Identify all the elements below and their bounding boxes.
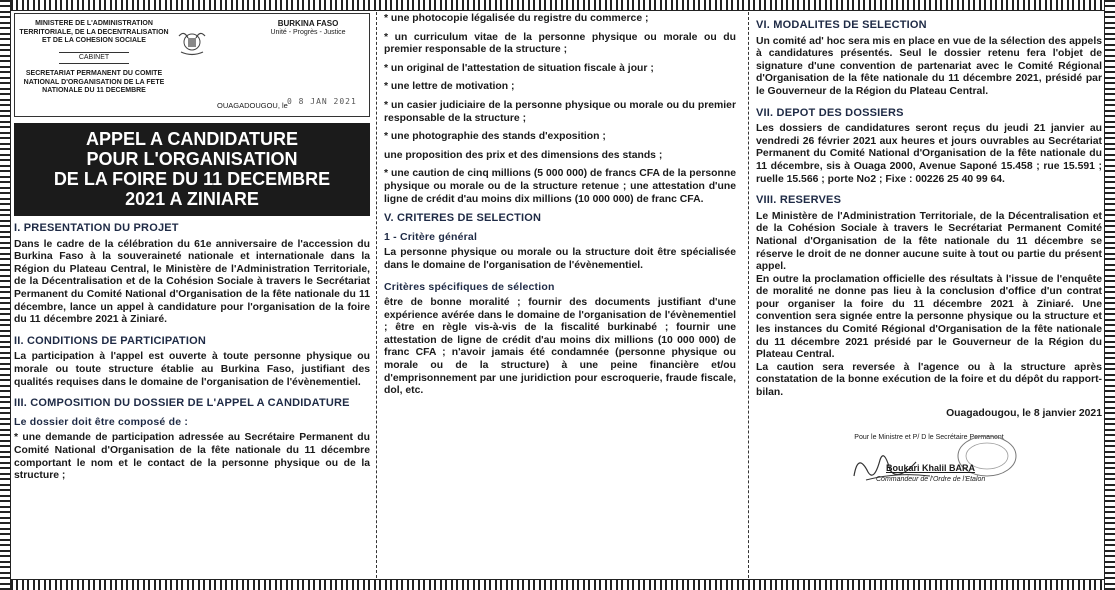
- country-name: BURKINA FASO: [277, 19, 339, 28]
- section-heading: VII. DEPOT DES DOSSIERS: [756, 106, 904, 119]
- signatory-name: Boukari Khalil BARA: [886, 463, 976, 474]
- section-heading: II. CONDITIONS DE PARTICIPATION: [14, 334, 206, 347]
- section-text: Le Ministère de l'Administration Territoriale, de la Décentralisation et de la Cohésion Sociale à travers le Secrétariat Permanent Comité National d'Organisation de la fête nationale du 11 décembre se réserve le droit de ne donner aucune suite à tout ou partie du présent appel.: [756, 210, 1102, 273]
- ministry-block: [19, 20, 169, 96]
- signature-block: [756, 432, 1102, 492]
- ministry-line: ET DE LA COHESION SOCIALE: [42, 37, 146, 44]
- city-label: OUAGADOUGOU, le: [217, 101, 288, 110]
- column-separator: [748, 12, 749, 578]
- ministry-line: TERRITORIALE, DE LA DECENTRALISATION: [19, 28, 169, 36]
- section-text: La participation à l'appel est ouverte à toute personne physique ou morale ou toute structure établie au Burkina Faso, justifiant des qualités requises dans le domaine de l'organisation de l'évènementiel.: [14, 351, 370, 388]
- date-stamp: 0 8 JAN 2021: [287, 97, 357, 106]
- place-date: Ouagadougou, le 8 janvier 2021: [946, 407, 1102, 419]
- section-text: En outre la proclamation officielle des résultats à l'issue de l'enquête de moralité ne donne pas lieu à la conclusion d'office d'un contrat pour organiser la foire du 11 décembre 2021 à Ziniaré. Une convention sera signée entre la personne physique ou la structure et les instances du Comité Régional d'Organisation de la fête nationale du 11 décembre 2021 présidé par le Gouverneur de la Région du Plateau Central.: [756, 273, 1102, 361]
- section-text: La personne physique ou morale ou la structure doit être spécialisée dans le domaine de l'organisation de l'évènementiel.: [384, 247, 736, 271]
- ministry-line: MINISTERE DE L'ADMINISTRATION: [35, 20, 153, 27]
- national-motto: Unité - Progrès - Justice: [270, 28, 346, 36]
- section-text: Les dossiers de candidatures seront reçus du jeudi 21 janvier au vendredi 26 février 2021 aux heures et jours ouvrables au Secrétariat Permanent du Comité National d'Organisation de la fête nationale du 11 décembre, sis à Ouaga 2000, Avenue Saponé 15.458 ; rue 15.591 ; ruelle 15.566 ; porte No2 ; Fixe : 00226 25 40 99 64.: [756, 123, 1102, 185]
- signatory-mention: Pour le Ministre et P/ D le Secrétaire Permanent: [854, 434, 1004, 442]
- decorative-border-top: [0, 0, 1115, 11]
- cabinet-label: CABINET: [59, 52, 129, 65]
- list-item: * un curriculum vitae de la personne physique ou morale ou du premier responsable de la structure ;: [384, 31, 736, 56]
- secretariat-line: NATIONAL D'ORGANISATION DE LA FETE: [23, 78, 165, 86]
- country-block: [253, 20, 363, 37]
- list-item: * une caution de cinq millions (5 000 000) de francs CFA de la personne physique ou morale ou de la structure retenue ; une attestation d'une ligne de crédit d'au moins dix millions (10 000 000) de franc CFA.: [384, 168, 736, 205]
- section-heading: I. PRESENTATION DU PROJET: [14, 222, 179, 234]
- secretariat-line: SECRETARIAT PERMANENT DU COMITE: [25, 70, 163, 77]
- title-line: DE LA FOIRE DU 11 DECEMBRE: [53, 169, 331, 189]
- list-item: * un original de l'attestation de situation fiscale à jour ;: [384, 62, 654, 74]
- title-line: APPEL A CANDIDATURE: [85, 129, 298, 149]
- section-heading: V. CRITERES DE SELECTION: [384, 212, 542, 225]
- column-3: [756, 13, 1102, 578]
- coat-of-arms-icon: [175, 26, 209, 60]
- list-item: une proposition des prix et des dimensions des stands ;: [384, 149, 663, 161]
- decorative-border-bottom: [0, 579, 1115, 590]
- title-line: 2021 A ZINIARE: [125, 189, 259, 209]
- section-heading: VIII. RESERVES: [756, 194, 842, 207]
- section-heading: III. COMPOSITION DU DOSSIER DE L'APPEL A CANDIDATURE: [14, 397, 350, 410]
- secretariat-line: NATIONALE DU 11 DECEMBRE: [42, 87, 146, 94]
- column-1: [14, 13, 370, 578]
- column-separator: [376, 12, 377, 578]
- signatory-title: Commandeur de l'Ordre de l'Etalon: [876, 476, 986, 484]
- title-line: POUR L'ORGANISATION: [86, 149, 298, 169]
- section-text: La caution sera reversée à l'agence ou à la structure après constatation de la bonne exécution de la foire et du dépôt du rapport-bilan.: [756, 361, 1102, 399]
- section-subheading: Critères spécifiques de sélection: [384, 280, 555, 293]
- document-title: [14, 123, 370, 216]
- list-item: * une demande de participation adressée au Secrétaire Permanent du Comité National d'Organisation de la fête nationale du 11 décembre comportant le nom et le contact de la personne physique ou de la structure ;: [14, 432, 370, 482]
- section-text: Un comité ad' hoc sera mis en place en vue de la sélection des appels à candidatures présentés. Seul le dossier retenu fera l'objet de signature d'une convention de partenariat avec le Comité Régional d'Organisation de la fête nationale du 11 décembre 2021, présidé par le Gouverneur de la Région du Plateau Central.: [756, 35, 1102, 97]
- list-item: * une lettre de motivation ;: [384, 81, 515, 93]
- section-text: Dans le cadre de la célébration du 61e anniversaire de l'accession du Burkina Faso à la souveraineté nationale et internationale dans la Région du Plateau Central, le Ministère de l'Administration Territoriale, de la Décentralisation et de la Cohésion Sociale à travers le Secrétariat Permanent du Comité National d'Organisation de la fête nationale du 11 décembre, lance un appel à candidature pour l'organisation de la foire du 11 décembre 2021 à Ziniaré.: [14, 238, 370, 326]
- section-subheading: 1 - Critère général: [384, 230, 478, 243]
- decorative-border-right: [1104, 0, 1115, 590]
- section-subheading: Le dossier doit être composé de :: [14, 415, 189, 428]
- section-heading: VI. MODALITES DE SELECTION: [756, 19, 927, 31]
- list-item: * une photocopie légalisée du registre du commerce ;: [384, 13, 649, 24]
- decorative-border-left: [0, 0, 11, 590]
- list-item: * une photographie des stands d'exposition ;: [384, 131, 606, 143]
- column-2: [384, 13, 736, 578]
- section-text: être de bonne moralité ; fournir des documents justifiant d'une expérience avérée dans le domaine de l'organisation de l'évènementiel ; être en règle vis-à-vis de la fiscalité burkinabé ; fournir une attestation de ligne de crédit d'au moins dix millions (10 000 000) de franc CFA ; n'avoir jamais été condamnée (personne physique ou morale ou de la structure) à une peine financière et/ou d'emprisonnement par une juridiction pour escroquerie, fraude fiscale, dol, etc.: [384, 297, 736, 397]
- letterhead: [14, 13, 370, 117]
- list-item: * un casier judiciaire de la personne physique ou morale ou du premier responsable de la structure ;: [384, 99, 736, 124]
